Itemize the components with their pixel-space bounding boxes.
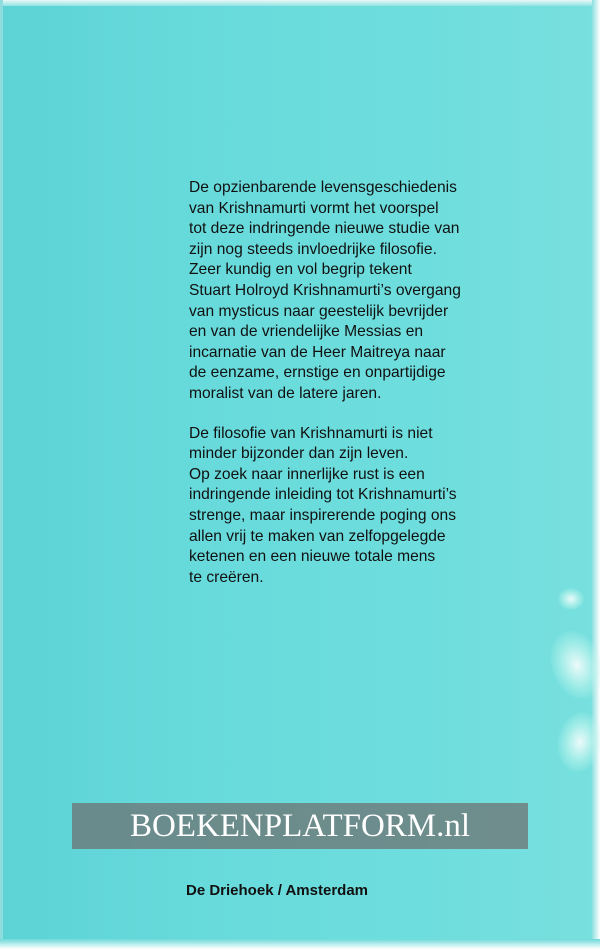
blurb-line: moralist van de latere jaren. [189,384,382,402]
blurb-line: allen vrij te maken van zelfopgelegde [189,527,446,545]
blurb-line: minder bijzonder dan zijn leven. [189,445,409,463]
cover-bottom-edge [0,939,600,949]
watermark-banner [72,803,528,849]
blurb-text [189,178,529,588]
light-glare [558,588,584,610]
blurb-line: van Krishnamurti vormt het voorspel [189,199,439,217]
blurb-line: incarnatie van de Heer Maitreya naar [189,343,446,361]
blurb-line: strenge, maar inspirerende poging ons [189,506,456,524]
cover-left-edge [0,0,3,949]
blurb-line: zijn nog steeds invloedrijke filosofie. [189,240,437,258]
blurb-line: van mysticus naar geestelijk bevrijder [189,302,449,320]
blurb-line: De opzienbarende levensgeschiedenis [189,179,457,196]
blurb-line: te creëren. [189,568,264,586]
blurb-paragraph-1 [189,178,529,405]
blurb-paragraph-2 [189,424,529,589]
blurb-line: Zeer kundig en vol begrip tekent [189,261,412,279]
cover-right-edge [592,0,600,949]
blurb-line: Op zoek naar innerlijke rust is een [189,465,425,483]
blurb-line: tot deze indringende nieuwe studie van [189,220,460,238]
watermark-text: BOEKENPLATFORM.nl [129,807,471,844]
blurb-line: Stuart Holroyd Krishnamurti’s overgang [189,281,461,299]
blurb-line: ketenen en een nieuwe totale mens [189,548,436,566]
blurb-line: De filosofie van Krishnamurti is niet [189,424,433,442]
publisher-imprint: De Driehoek / Amsterdam [186,882,369,899]
blurb-line: en van de vriendelijke Messias en [189,323,424,341]
blurb-line: indringende inleiding tot Krishnamurti’s [189,486,457,504]
cover-top-edge [0,0,600,6]
blurb-line: de eenzame, ernstige en onpartijdige [189,364,446,382]
